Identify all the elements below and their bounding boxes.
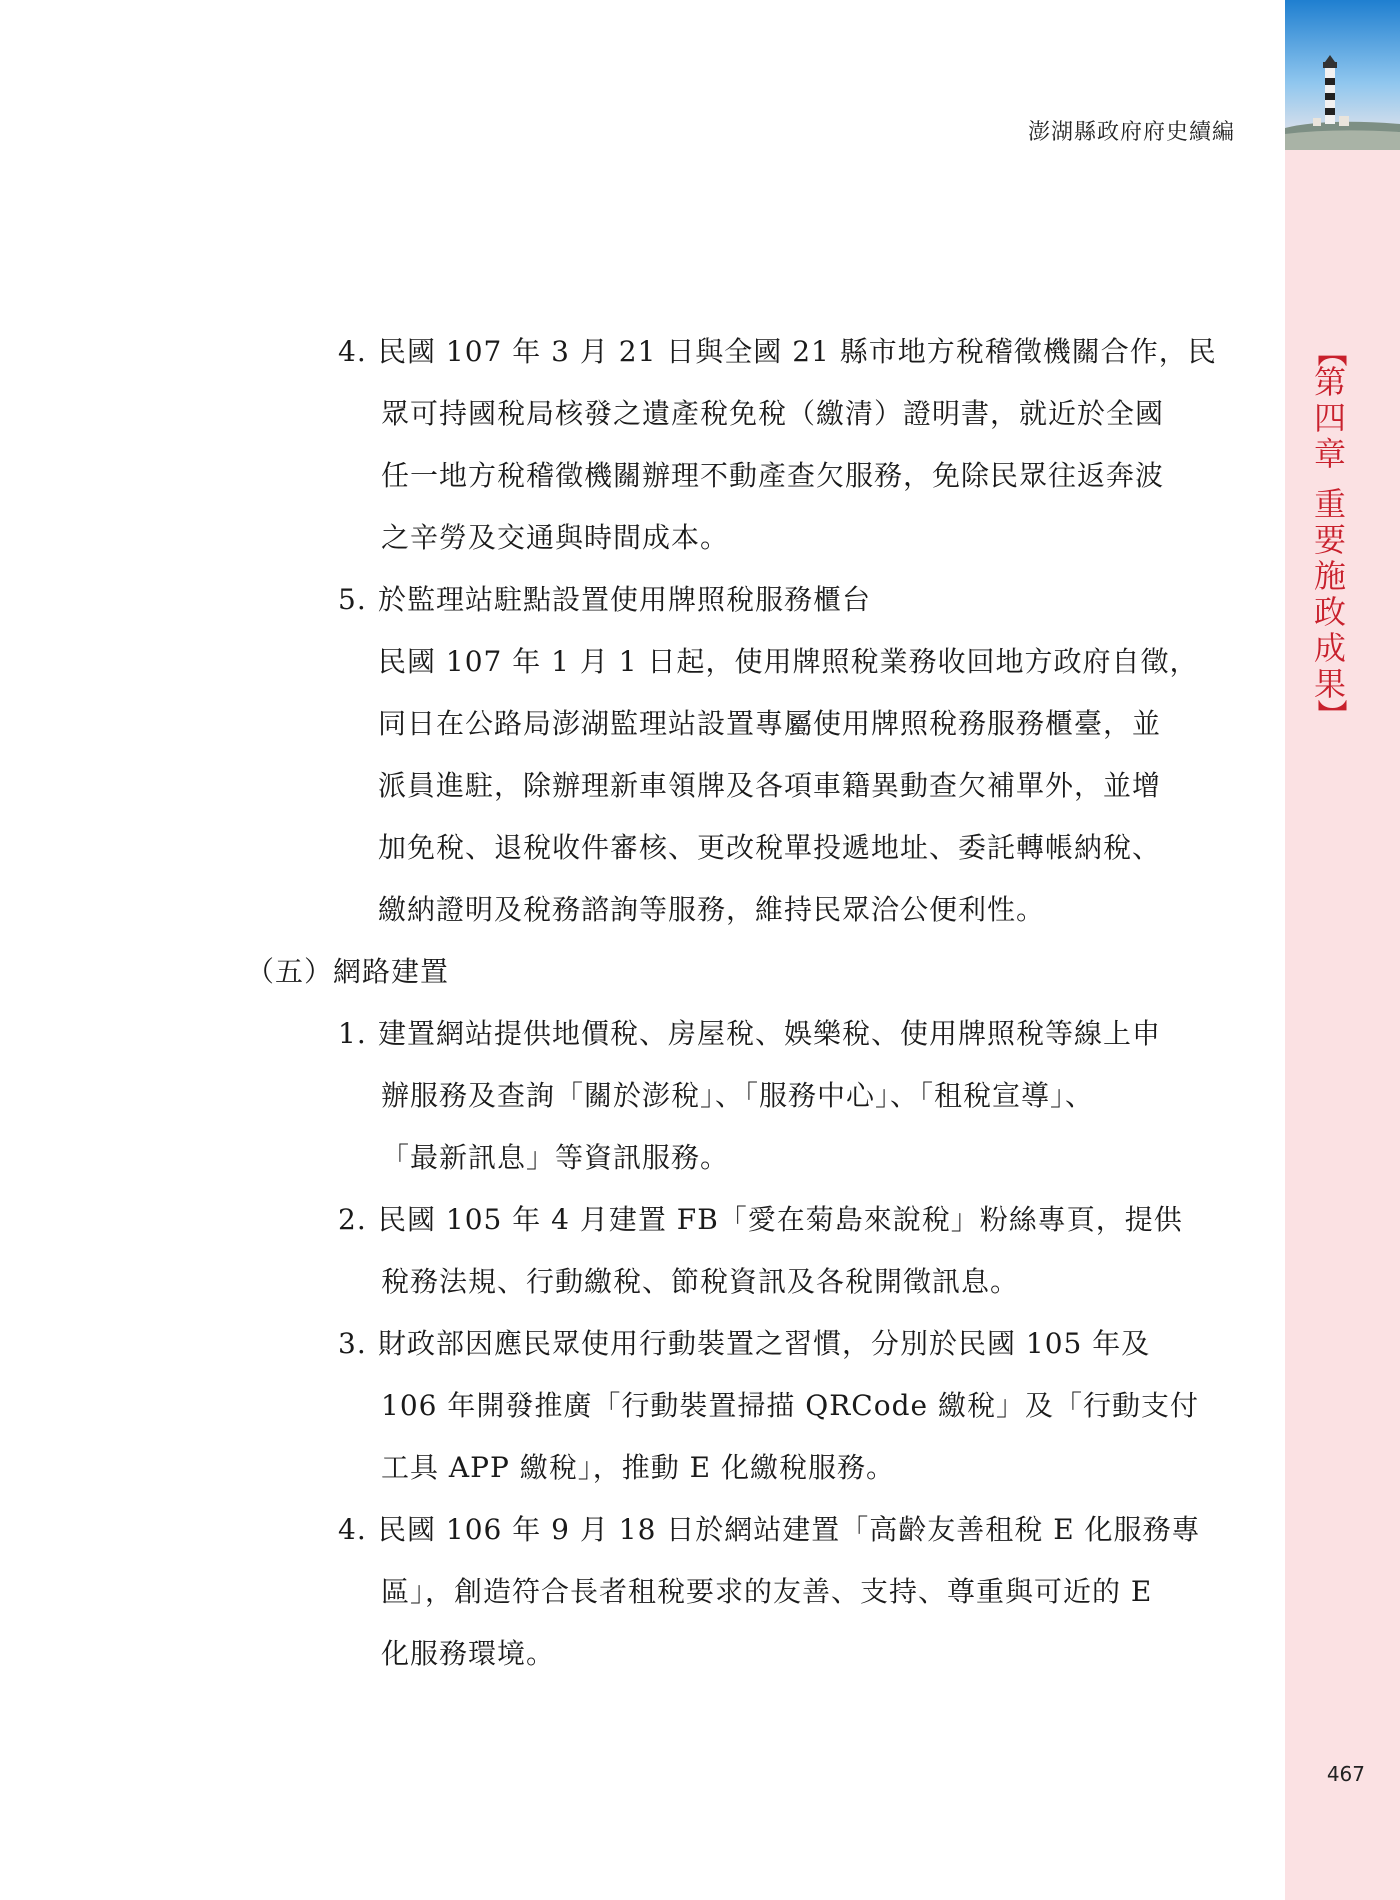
page-number: 467: [1326, 1762, 1365, 1786]
chapter-char: 四: [1313, 399, 1346, 437]
paragraph-line: 派員進駐，除辦理新車領牌及各項車籍異動查欠補單外，並增: [378, 769, 1162, 802]
paragraph-line: 化服務環境。: [381, 1637, 556, 1670]
chapter-char: 章: [1313, 435, 1346, 473]
paragraph-line: 任一地方稅稽徵機關辦理不動產查欠服務，免除民眾往返奔波: [381, 459, 1165, 492]
list-number: 5.: [338, 583, 367, 616]
list-item-line: [338, 1200, 1183, 1240]
paragraph-line: 之辛勞及交通與時間成本。: [381, 521, 730, 554]
paragraph-text: 民國 107 年 3 月 21 日與全國 21 縣市地方稅稽徵機關合作，民: [378, 335, 1217, 368]
paragraph-line: 加免稅、退稅收件審核、更改稅單投遞地址、委託轉帳納稅、: [378, 831, 1162, 864]
chapter-title-char: 果: [1313, 665, 1346, 703]
book-title: 澎湖縣政府府史續編: [1027, 120, 1235, 145]
paragraph-line: 稅務法規、行動繳稅、節稅資訊及各稅開徵訊息。: [381, 1265, 1020, 1298]
list-item-line: [338, 1014, 1161, 1054]
paragraph-line: 繳納證明及稅務諮詢等服務，維持民眾洽公便利性。: [378, 893, 1046, 926]
chapter-char: 第: [1313, 363, 1346, 401]
paragraph-line: 辦服務及查詢「關於澎稅」、「服務中心」、「租稅宣導」、: [381, 1079, 1095, 1112]
chapter-title-char: 要: [1313, 521, 1346, 559]
list-item-line: [338, 580, 871, 620]
paragraph-text: 財政部因應民眾使用行動裝置之習慣，分別於民國 105 年及: [378, 1327, 1151, 1360]
paragraph-line: 區」，創造符合長者租稅要求的友善、支持、尊重與可近的 E: [381, 1575, 1153, 1608]
paragraph-line: 工具 APP 繳稅」，推動 E 化繳稅服務。: [381, 1451, 895, 1484]
list-item-line: [338, 332, 1217, 372]
paragraph-text: 建置網站提供地價稅、房屋稅、娛樂稅、使用牌照稅等線上申: [378, 1017, 1162, 1050]
chapter-title-char: 政: [1313, 593, 1346, 631]
lighthouse-photo: [1285, 0, 1400, 150]
list-number: 3.: [338, 1327, 367, 1360]
side-band: [1285, 0, 1400, 1900]
list-item-line: [338, 1510, 1201, 1550]
paragraph-line: 眾可持國稅局核發之遺產稅免稅（繳清）證明書，就近於全國: [381, 397, 1165, 430]
list-item-line: [338, 1324, 1150, 1364]
paragraph-line: 106 年開發推廣「行動裝置掃描 QRCode 繳稅」及「行動支付: [381, 1389, 1199, 1422]
chapter-gap: [1310, 472, 1350, 486]
paragraph-text: 民國 106 年 9 月 18 日於網站建置「高齡友善租稅 E 化服務專: [378, 1513, 1201, 1546]
chapter-close-bracket: 】: [1313, 699, 1348, 729]
list-number: 2.: [338, 1203, 367, 1236]
list-number: 1.: [338, 1017, 367, 1050]
paragraph-line: 民國 107 年 1 月 1 日起，使用牌照稅業務收回地方政府自徵，: [378, 645, 1199, 678]
list-number: 4.: [338, 335, 367, 368]
chapter-title-char: 重: [1313, 485, 1346, 523]
section-heading: （五）網路建置: [246, 955, 450, 988]
chapter-title-char: 成: [1313, 629, 1346, 667]
list-number: 4.: [338, 1513, 367, 1546]
paragraph-line: 「最新訊息」等資訊服務。: [381, 1141, 730, 1174]
chapter-title-char: 施: [1313, 557, 1346, 595]
item-heading: 於監理站駐點設置使用牌照稅服務櫃台: [378, 583, 872, 616]
paragraph-line: 同日在公路局澎湖監理站設置專屬使用牌照稅務服務櫃臺，並: [378, 707, 1162, 740]
paragraph-text: 民國 105 年 4 月建置 FB「愛在菊島來說稅」粉絲專頁，提供: [378, 1203, 1183, 1236]
chapter-open-bracket: 【: [1313, 337, 1348, 367]
chapter-tab: [1310, 337, 1350, 729]
